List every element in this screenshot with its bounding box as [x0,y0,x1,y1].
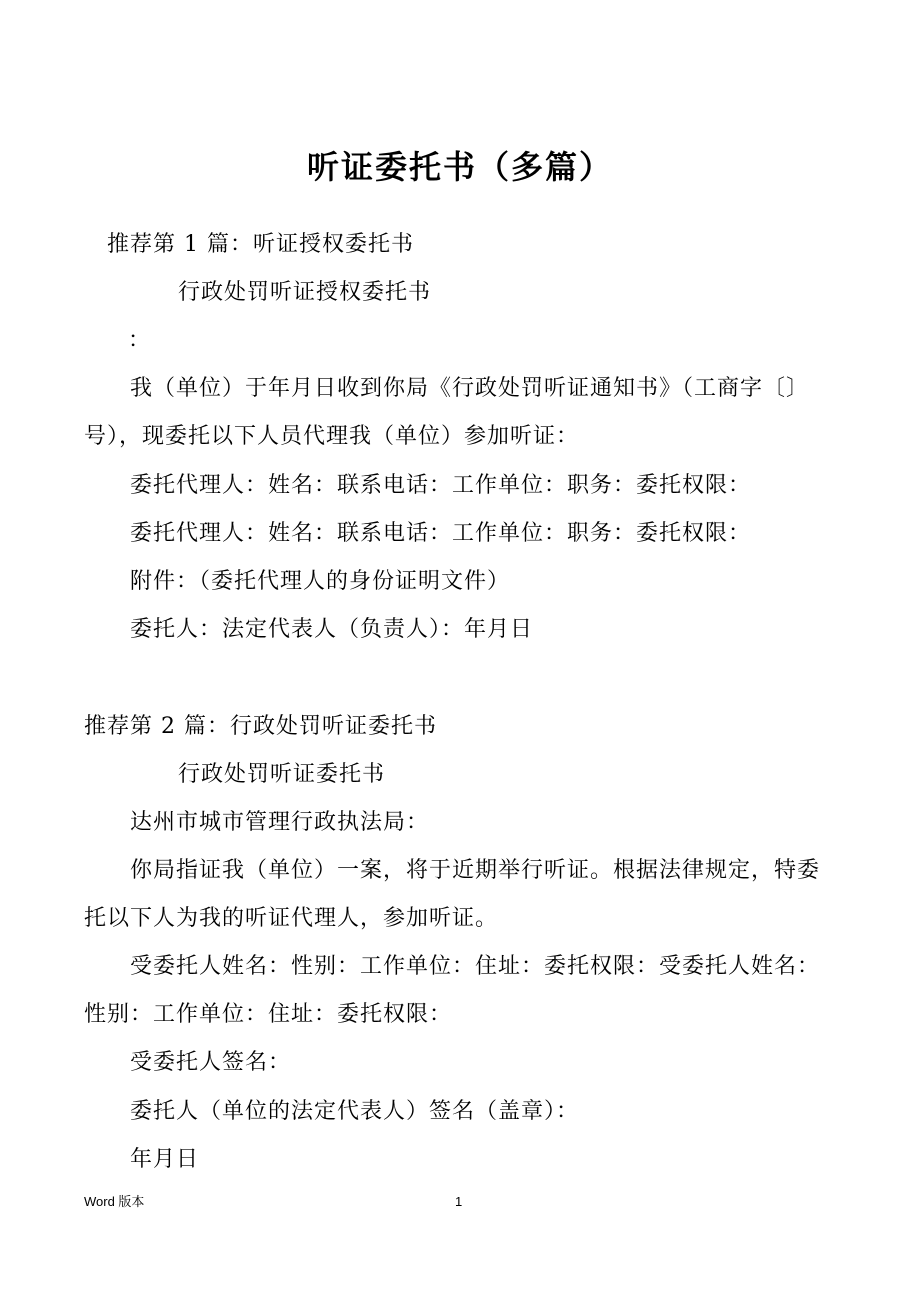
section1-agent2: 委托代理人：姓名：联系电话：工作单位：职务：委托权限： [130,521,752,546]
footer-page-number: 1 [455,1194,463,1209]
section1-colon: ： [128,328,152,353]
section1-para1-line1: 我（单位）于年月日收到你局《行政处罚听证通知书》（工商字〔〕 [130,376,810,401]
section1-heading: 推荐第 1 篇：听证授权委托书 [107,232,414,257]
section1-agent1: 委托代理人：姓名：联系电话：工作单位：职务：委托权限： [130,473,752,498]
section2-principal-sign: 委托人（单位的法定代表人）签名（盖章）： [130,1099,580,1124]
section2-para1-line1: 你局指证我（单位）一案，将于近期举行听证。根据法律规定，特委 [130,858,821,883]
section1-subtitle: 行政处罚听证授权委托书 [178,280,432,305]
section1-para1-line2: 号），现委托以下人员代理我（单位）参加听证： [84,424,580,449]
section2-addressee: 达州市城市管理行政执法局： [130,810,430,835]
section2-para2-line1: 受委托人姓名：性别：工作单位：住址：委托权限：受委托人姓名： [130,954,821,979]
section2-agent-sign: 受委托人签名： [130,1050,292,1075]
section2-para1-line2: 托以下人为我的听证代理人，参加听证。 [84,906,499,931]
section2-subtitle: 行政处罚听证委托书 [178,762,386,787]
section1-signature: 委托人：法定代表人（负责人）：年月日 [130,617,534,642]
document-title: 听证委托书（多篇） [306,148,613,186]
footer-word-version: Word 版本 [84,1194,145,1209]
section1-attachment: 附件：（委托代理人的身份证明文件） [130,569,511,594]
section2-heading: 推荐第 2 篇：行政处罚听证委托书 [84,714,437,739]
section2-para2-line2: 性别：工作单位：住址：委托权限： [84,1002,453,1027]
section2-date: 年月日 [130,1147,200,1172]
